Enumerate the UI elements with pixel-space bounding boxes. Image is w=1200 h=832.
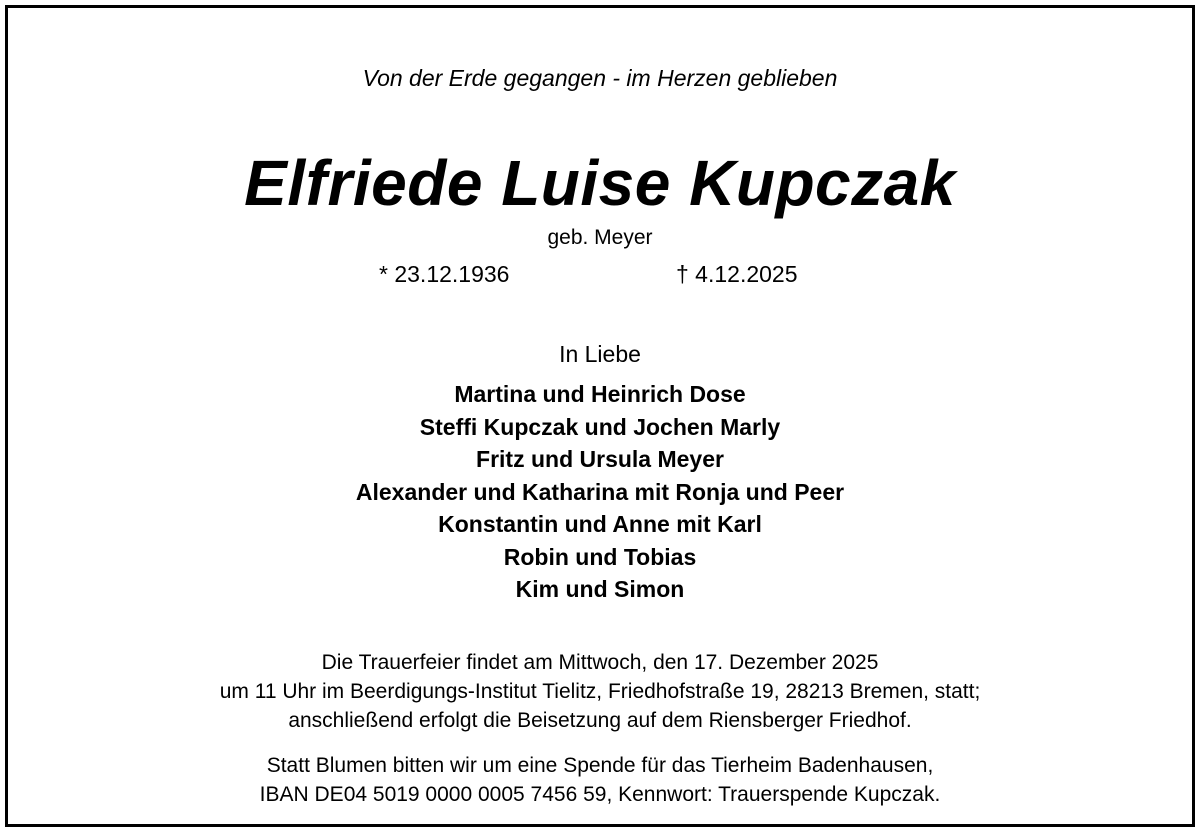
family-member: Steffi Kupczak und Jochen Marly: [419, 413, 781, 440]
in-love-line: In Liebe: [559, 341, 641, 367]
donation-info: [0, 751, 1200, 809]
family-member: Kim und Simon: [515, 576, 685, 602]
family-member: Fritz und Ursula Meyer: [476, 446, 724, 472]
maiden-name: geb. Meyer: [547, 226, 653, 249]
service-line: anschließend erfolgt die Beisetzung auf dem Riensberger Friedhof.: [288, 709, 912, 732]
birth-date: * 23.12.1936: [379, 261, 510, 287]
family-member: Konstantin und Anne mit Karl: [438, 511, 762, 537]
donation-line: IBAN DE04 5019 0000 0005 7456 59, Kennwort: Trauerspende Kupczak.: [259, 783, 941, 806]
funeral-service-info: [0, 648, 1200, 735]
family-member: Robin und Tobias: [503, 543, 697, 570]
service-line: Die Trauerfeier findet am Mittwoch, den 17. Dezember 2025: [321, 651, 879, 674]
death-date: † 4.12.2025: [676, 261, 798, 287]
deceased-name: Elfriede Luise Kupczak: [244, 147, 956, 219]
family-member: Alexander und Katharina mit Ronja und Peer: [355, 478, 845, 505]
family-list: [0, 378, 1200, 606]
family-member: Martina und Heinrich Dose: [454, 381, 746, 407]
donation-line: Statt Blumen bitten wir um eine Spende für das Tierheim Badenhausen,: [266, 754, 934, 777]
motto: Von der Erde gegangen - im Herzen geblieben: [362, 65, 838, 91]
service-line: um 11 Uhr im Beerdigungs-Institut Tielitz, Friedhofstraße 19, 28213 Bremen, statt;: [219, 680, 981, 703]
